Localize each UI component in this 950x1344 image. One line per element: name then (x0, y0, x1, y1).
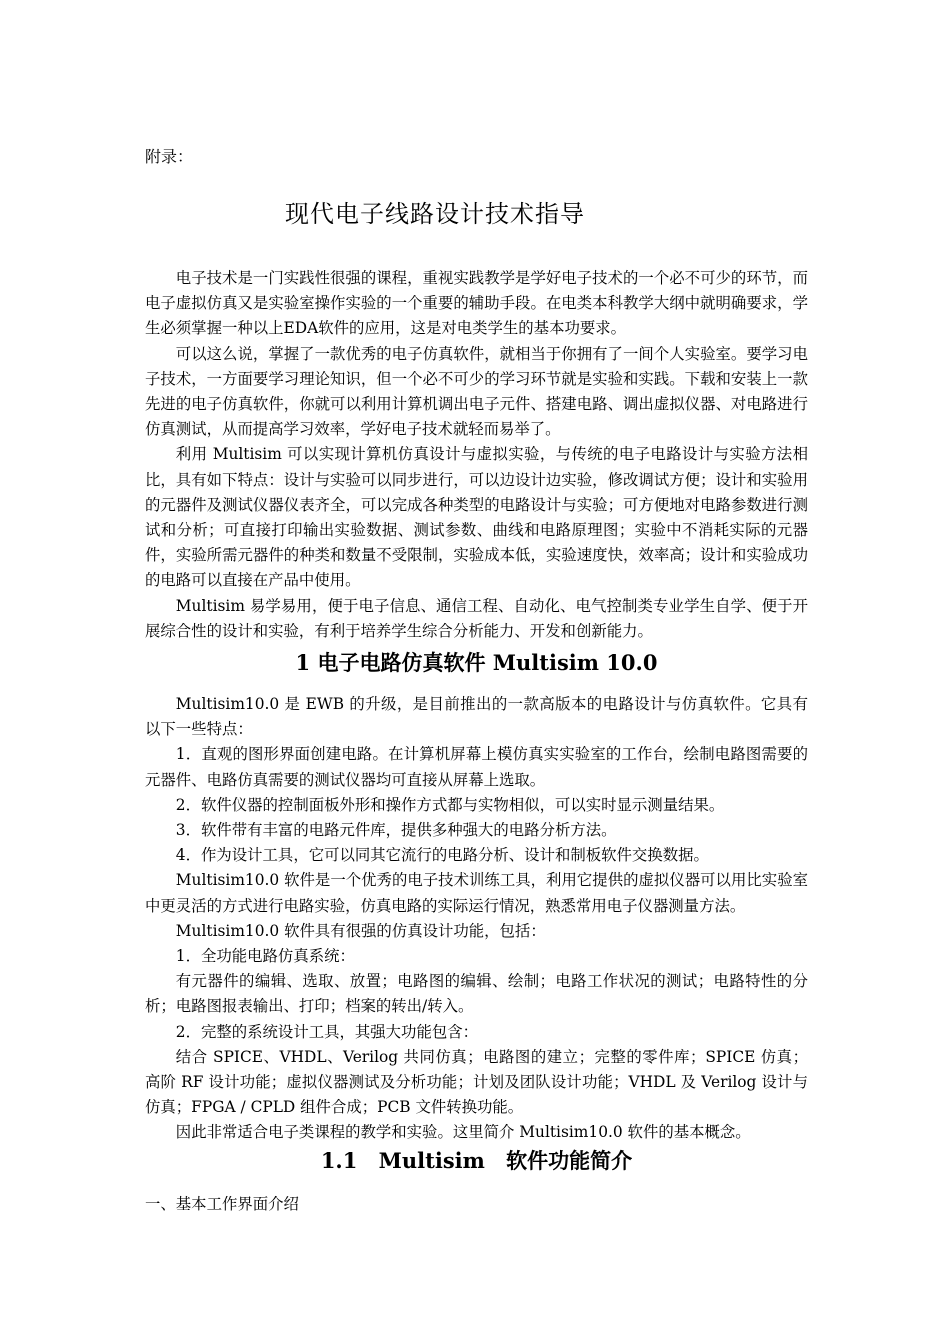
section-1-paragraph: 结合 SPICE、VHDL、Verilog 共同仿真；电路图的建立；完整的零件库；SPICE 仿真；高阶 RF 设计功能；虚拟仪器测试及分析功能；计划及团队设计功能；VHDL 及 Verilog 设计与仿真；FPGA / CPLD 组件合成；PCB 文件转换功能。 (145, 1047, 808, 1117)
section-1-paragraph: Multisim10.0 软件具有很强的仿真设计功能，包括： (175, 921, 546, 940)
section-1-list-item: 1．全功能电路仿真系统： (175, 947, 355, 966)
section-1-list-item: 3．软件带有丰富的电路元件库，提供多种强大的电路分析方法。 (175, 821, 617, 840)
subsection-title: 一、基本工作界面介绍 (145, 1195, 299, 1213)
section-1-1-heading-block (145, 1145, 808, 1177)
section-1-heading-block (145, 647, 808, 679)
intro-section (145, 266, 808, 644)
section-1-body (145, 692, 808, 1146)
section-1-list-item: 4．作为设计工具，它可以同其它流行的电路分析、设计和制板软件交换数据。 (175, 846, 709, 865)
appendix-label: 附录： (145, 147, 194, 166)
section-1-list-item: 2．完整的系统设计工具，其强大功能包含： (175, 1022, 479, 1041)
section-1-list-item: 2．软件仪器的控制面板外形和操作方式都与实物相似，可以实时显示测量结果。 (175, 795, 725, 814)
section-1-heading: 1 电子电路仿真软件 Multisim 10.0 (295, 650, 658, 675)
section-1-paragraph: Multisim10.0 是 EWB 的升级，是目前推出的一款高版本的电路设计与仿真软件。它具有以下一些特点： (145, 695, 808, 739)
intro-paragraph: 电子技术是一门实践性很强的课程，重视实践教学是学好电子技术的一个必不可少的环节，而电子虚拟仿真又是实验室操作实验的一个重要的辅助手段。在电类本科教学大纲中就明确要求，学生必须掌握一种以上EDA软件的应用，这是对电类学生的基本功要求。 (145, 269, 808, 338)
section-1-paragraph: 有元器件的编辑、选取、放置；电路图的编辑、绘制；电路工作状况的测试；电路特性的分析；电路图报表输出、打印；档案的转出/转入。 (145, 972, 808, 1016)
subsection-line-block (145, 1192, 808, 1217)
section-1-paragraph: 因此非常适合电子类课程的教学和实验。这里简介 Multisim10.0 软件的基本概念。 (175, 1123, 751, 1142)
section-1-1-heading: 1.1 Multisim 软件功能简介 (320, 1148, 633, 1173)
intro-paragraph: Multisim 易学易用，便于电子信息、通信工程、自动化、电气控制类专业学生自学、便于开展综合性的设计和实验，有利于培养学生综合分析能力、开发和创新能力。 (145, 596, 808, 640)
section-1-paragraph: Multisim10.0 软件是一个优秀的电子技术训练工具，利用它提供的虚拟仪器可以用比实验室中更灵活的方式进行电路实验，仿真电路的实际运行情况，熟悉常用电子仪器测量方法。 (145, 871, 808, 915)
section-1-list-item: 1．直观的图形界面创建电路。在计算机屏幕上模仿真实实验室的工作台，绘制电路图需要的元器件、电路仿真需要的测试仪器均可直接从屏幕上选取。 (145, 745, 808, 789)
document-title: 现代电子线路设计技术指导 (285, 200, 585, 228)
intro-paragraph: 利用 Multisim 可以实现计算机仿真设计与虚拟实验，与传统的电子电路设计与实验方法相比，具有如下特点：设计与实验可以同步进行，可以边设计边实验，修改调试方便；设计和实验用的元器件及测试仪器仪表齐全，可以完成各种类型的电路设计与实验；可方便地对电路参数进行测试和分析；可直接打印输出实验数据、测试参数、曲线和电路原理图；实验中不消耗实际的元器件，实验所需元器件的种类和数量不受限制，实验成本低，实验速度快，效率高；设计和实验成功的电路可以直接在产品中使用。 (145, 445, 808, 590)
intro-paragraph: 可以这么说，掌握了一款优秀的电子仿真软件，就相当于你拥有了一间个人实验室。要学习电子技术，一方面要学习理论知识，但一个必不可少的学习环节就是实验和实践。下载和安装上一款先进的电子仿真软件，你就可以利用计算机调出电子元件、搭建电路、调出虚拟仪器、对电路进行仿真测试，从而提高学习效率，学好电子技术就轻而易举了。 (145, 344, 808, 439)
